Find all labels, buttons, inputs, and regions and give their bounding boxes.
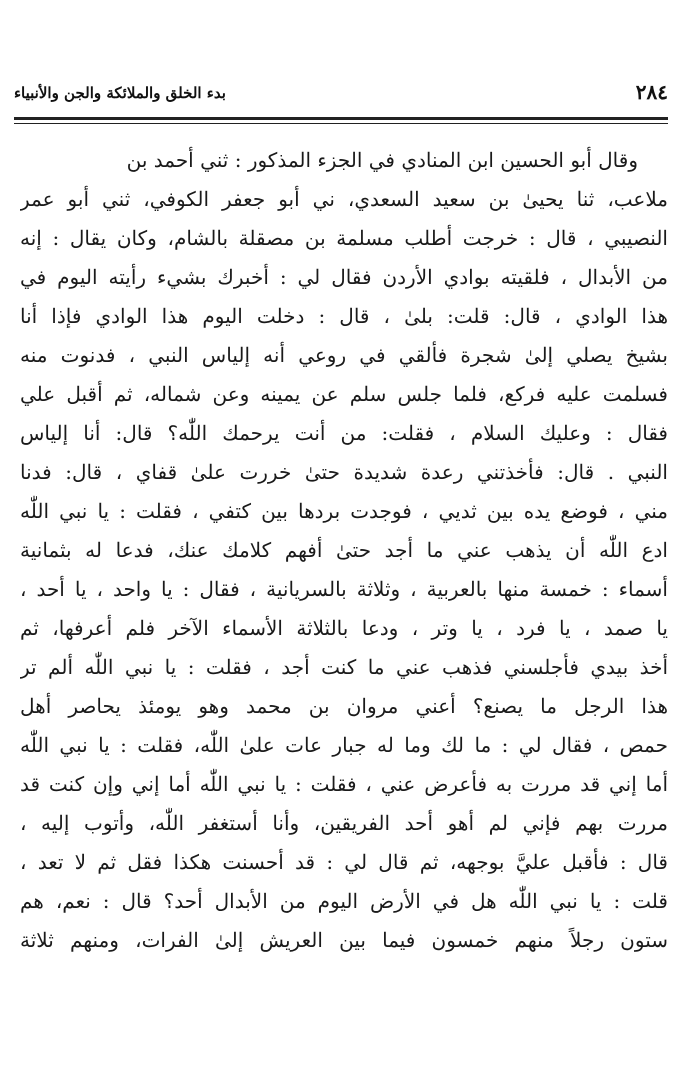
text-line: ستون رجلاً منهم خمسون فيما بين العريش إلىٰ الفرات، ومنهم ثلاثة bbox=[20, 928, 668, 952]
text-line: ملاعب، ثنا يحيىٰ بن سعيد السعدي، ني أبو جعفر الكوفي، ثني أبو عمر bbox=[20, 187, 668, 211]
text-line: أخذ بيدي فأجلسني فذهب عني ما كنت أجد ، فقلت : يا نبي اللّٰه ألم تر bbox=[20, 655, 668, 679]
text-line: مني ، فوضع يده بين ثديي ، فوجدت بردها بين كتفي ، فقلت : يا نبي اللّٰه bbox=[20, 499, 668, 523]
text-line: النبي . قال: فأخذتني رعدة شديدة حتىٰ خررت علىٰ قفاي ، قال: فدنا bbox=[20, 460, 668, 484]
text-line: قال : فأقبل عليَّ بوجهه، ثم قال لي : قد أحسنت هكذا فقل ثم لا تعد ، bbox=[20, 850, 668, 874]
text-line: فسلمت عليه فركع، فلما جلس سلم عن يمينه وعن شماله، ثم أقبل علي bbox=[20, 382, 668, 406]
main-text bbox=[20, 141, 668, 960]
text-line: من الأبدال ، فلقيته بوادي الأردن فقال لي : أخبرك بشيء رأيته اليوم في bbox=[20, 265, 668, 289]
text-line: قلت : يا نبي اللّٰه هل في الأرض اليوم من الأبدال أحد؟ قال : نعم، هم bbox=[20, 889, 668, 913]
text-line: مررت بهم فإني لم أهو أحد الفريقين، وأنا أستغفر اللّٰه، وأتوب إليه ، bbox=[20, 811, 668, 835]
text-line: فقال : وعليك السلام ، فقلت: من أنت يرحمك اللّٰه؟ قال: أنا إلياس bbox=[20, 421, 668, 445]
text-line: ادع اللّٰه أن يذهب عني ما أجد حتىٰ أفهم كلامك عنك، فدعا له بثمانية bbox=[20, 538, 668, 562]
text-line: النصيبي ، قال : خرجت أطلب مسلمة بن مصقلة بالشام، وكان يقال : إنه bbox=[20, 226, 668, 250]
text-line: يا صمد ، يا فرد ، يا وتر ، ودعا بالثلاثة الأسماء الآخر فلم أعرفها، ثم bbox=[20, 616, 668, 640]
text-line: أسماء : خمسة منها بالعربية ، وثلاثة بالسريانية ، فقال : يا واحد ، يا أحد ، bbox=[20, 577, 668, 601]
text-line: هذا الوادي ، قال: قلت: بلىٰ ، قال : دخلت اليوم هذا الوادي فإذا أنا bbox=[20, 304, 668, 328]
text-line: وقال أبو الحسين ابن المنادي في الجزء المذكور : ثني أحمد بن bbox=[126, 148, 638, 172]
text-line: هذا الرجل ما يصنع؟ أعني مروان بن محمد وهو يومئذ يحاصر أهل bbox=[20, 694, 668, 718]
page-header bbox=[14, 74, 668, 114]
page-number: ٢٨٤ bbox=[635, 80, 668, 104]
text-line: حمص ، فقال لي : ما لك وما له جبار عات علىٰ اللّٰه، فقلت : يا نبي اللّٰه bbox=[20, 733, 668, 757]
text-line: بشيخ يصلي إلىٰ شجرة فألقي في روعي أنه إلياس النبي ، فدنوت منه bbox=[20, 343, 668, 367]
text-line: أما إني قد مررت به فأعرض عني ، فقلت : يا نبي اللّٰه أما إني وإن كنت قد bbox=[20, 772, 668, 796]
header-rule-thin bbox=[14, 123, 668, 124]
header-rule-thick bbox=[14, 117, 668, 120]
running-title: بدء الخلق والملائكة والجن والأنبياء bbox=[14, 84, 226, 102]
